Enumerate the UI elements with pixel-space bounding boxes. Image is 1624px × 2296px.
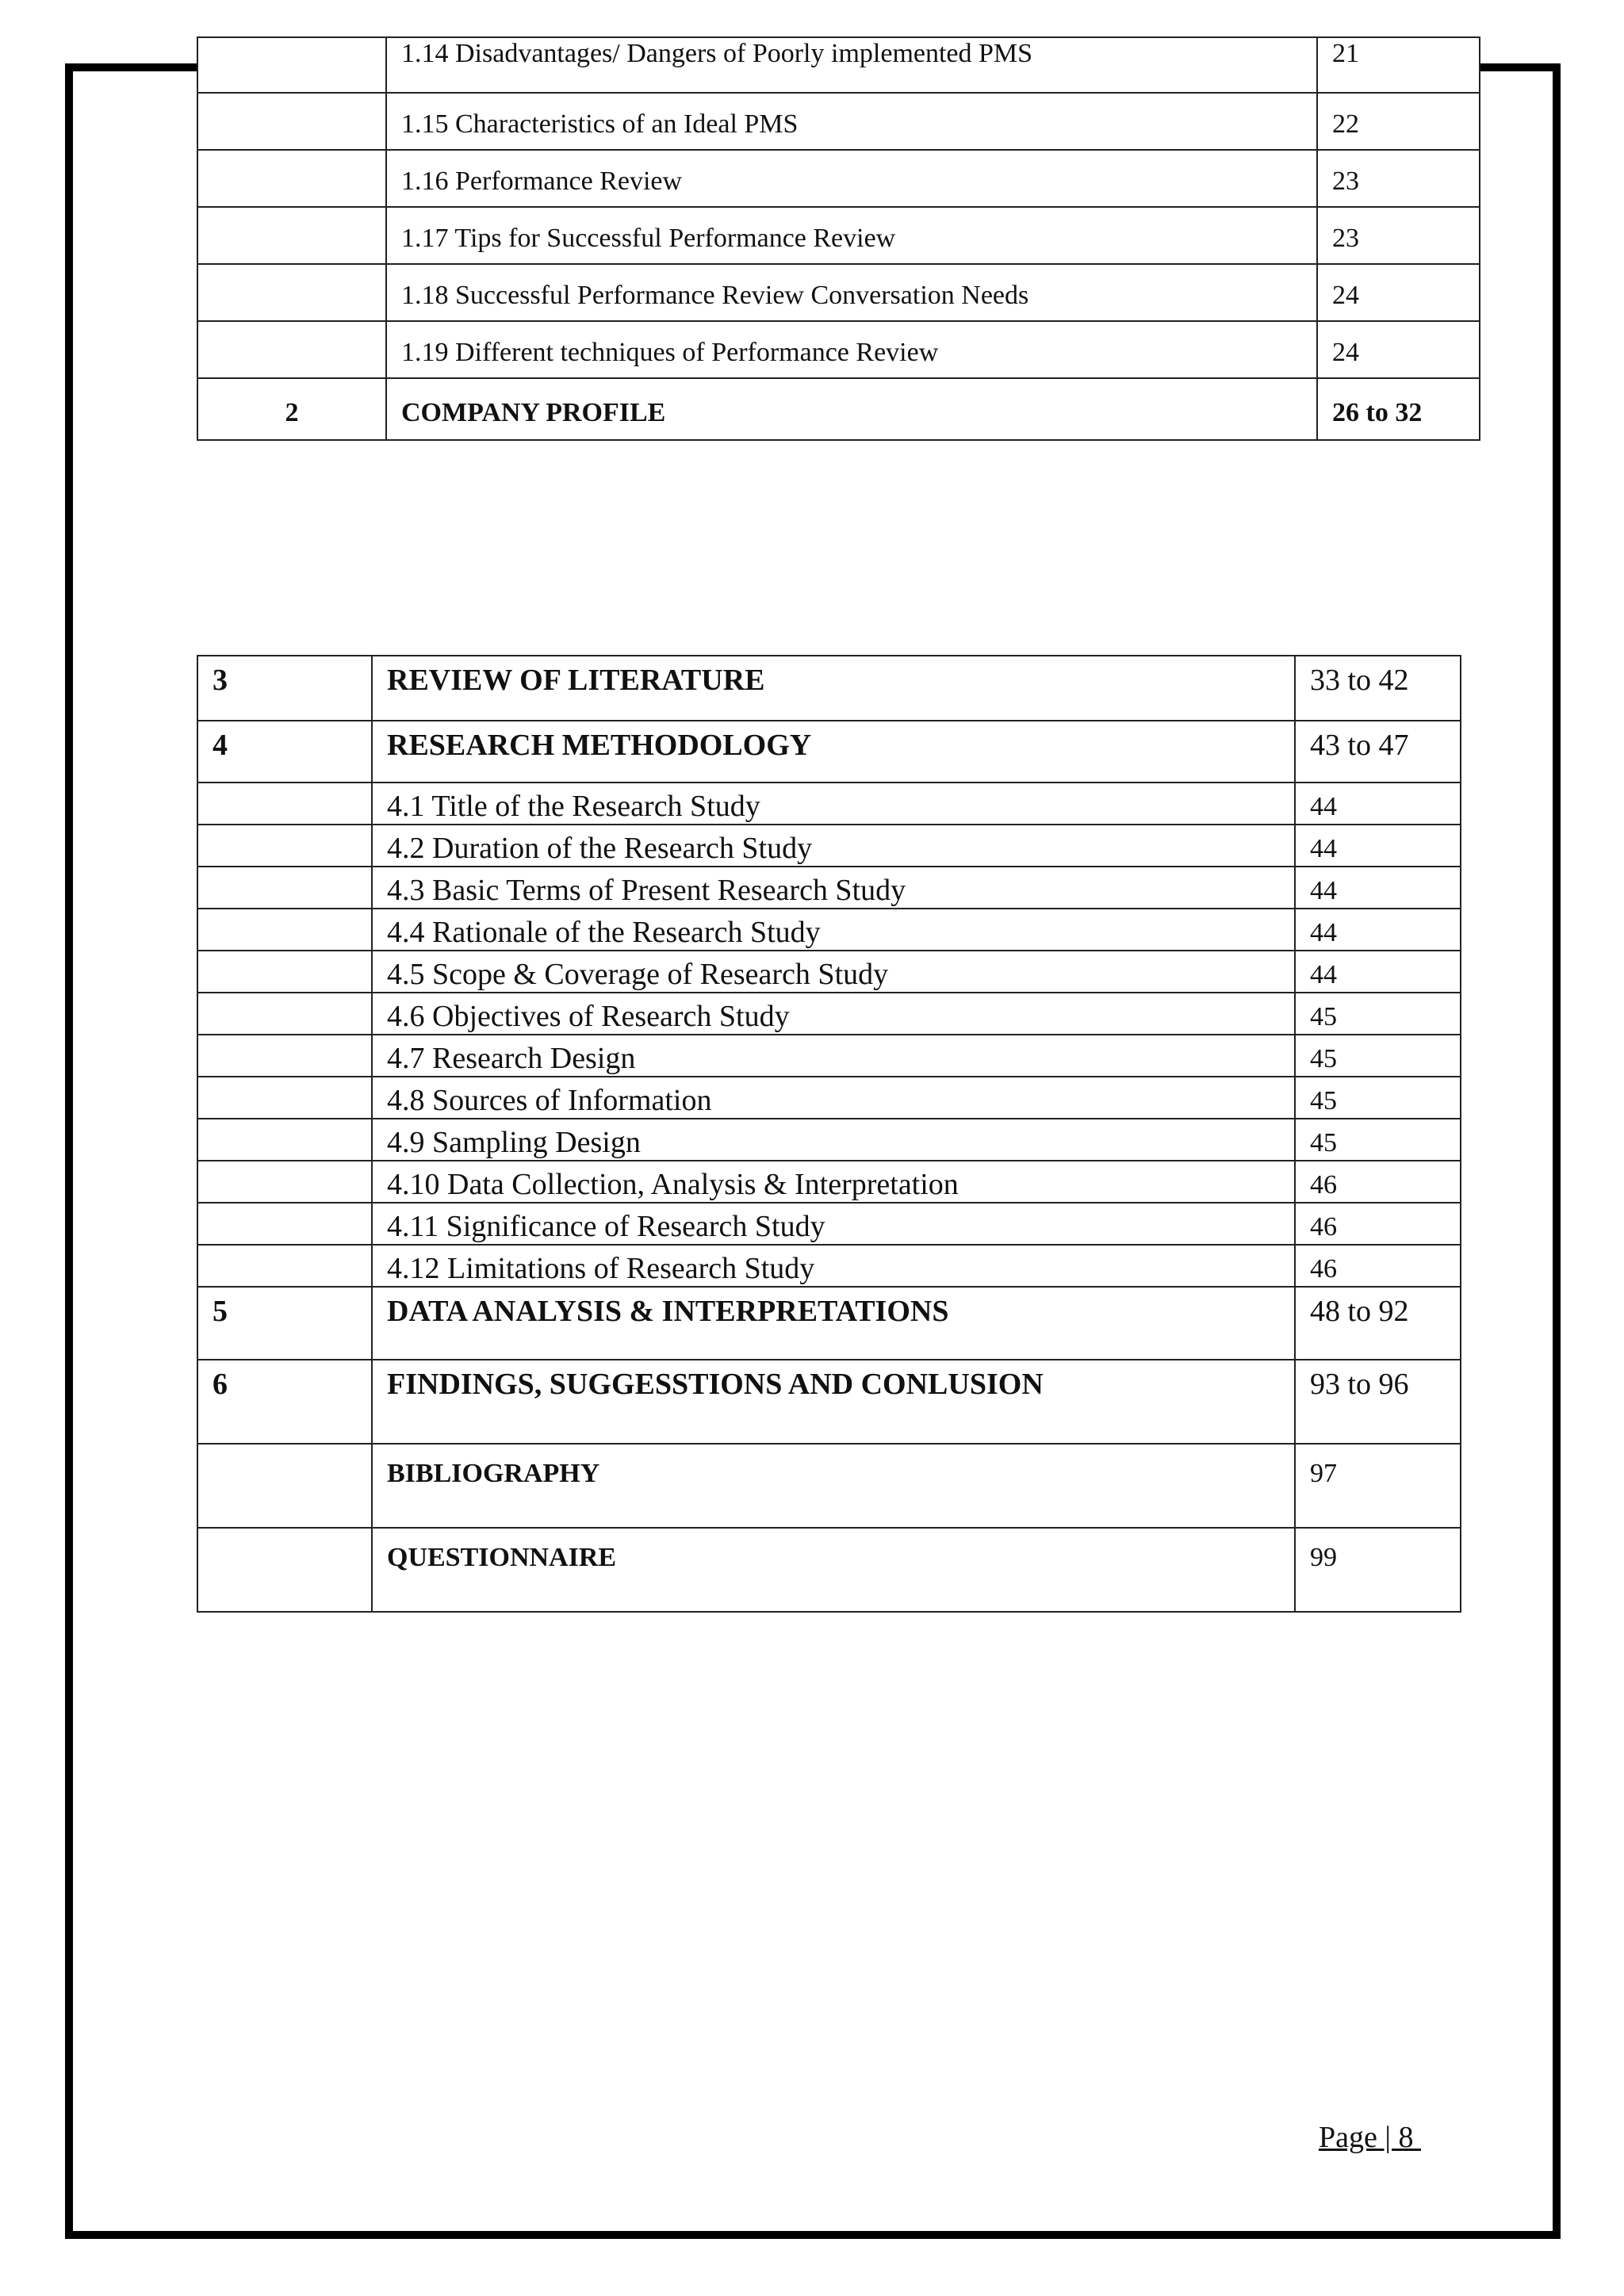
toc-chapter-number-cell [197, 93, 386, 150]
toc-page-number: 26 to 32 [1332, 398, 1423, 427]
toc-entry-title: 4.6 Objectives of Research Study [387, 1000, 790, 1033]
toc-chapter-number-cell [197, 321, 386, 378]
toc-chapter-number-cell [197, 1444, 372, 1528]
toc-chapter-row [197, 721, 1461, 783]
toc-chapter-number-cell [197, 378, 386, 440]
toc-page-number-cell [1295, 1077, 1461, 1119]
toc-entry-row [197, 1119, 1461, 1161]
toc-chapter-number: 6 [213, 1368, 228, 1401]
toc-entry-title: 1.16 Performance Review [401, 166, 683, 196]
toc-entry-title: REVIEW OF LITERATURE [387, 664, 765, 697]
toc-chapter-number-cell [197, 1161, 372, 1203]
toc-page-number-cell [1295, 1528, 1461, 1612]
toc-page-number: 97 [1310, 1459, 1337, 1488]
toc-chapter-number-cell [197, 37, 386, 93]
toc-page-number-cell [1295, 993, 1461, 1035]
toc-entry-title: BIBLIOGRAPHY [387, 1459, 600, 1488]
toc-chapter-number-cell [197, 951, 372, 993]
toc-page-number: 44 [1310, 834, 1337, 863]
toc-entry-title-cell [372, 1444, 1295, 1528]
page-number-footer: Page | 8 [1319, 2121, 1421, 2154]
toc-table-part2 [197, 655, 1461, 1613]
toc-page-number-cell [1295, 1287, 1461, 1360]
toc-page-number-cell [1295, 909, 1461, 951]
toc-page-number: 44 [1310, 918, 1337, 947]
toc-entry-row [197, 150, 1480, 207]
toc-page-number: 93 to 96 [1310, 1368, 1409, 1401]
toc-entry-title: FINDINGS, SUGGESSTIONS AND CONLUSION [387, 1368, 1044, 1401]
toc-entry-row [197, 993, 1461, 1035]
toc-entry-title-cell [386, 150, 1317, 207]
toc-entry-title-cell [386, 378, 1317, 440]
toc-chapter-number-cell [197, 825, 372, 867]
toc-page-number: 45 [1310, 1002, 1337, 1031]
toc-entry-title: 4.10 Data Collection, Analysis & Interpretation [387, 1168, 959, 1201]
toc-entry-row [197, 93, 1480, 150]
toc-entry-row [197, 951, 1461, 993]
toc-page-number: 46 [1310, 1170, 1337, 1200]
toc-entry-title: 1.18 Successful Performance Review Conversation Needs [401, 281, 1029, 310]
toc-entry-row [197, 1245, 1461, 1287]
toc-page-number-cell [1295, 951, 1461, 993]
toc-page-number: 43 to 47 [1310, 729, 1409, 762]
toc-entry-row [197, 909, 1461, 951]
toc-chapter-number-cell [197, 1077, 372, 1119]
toc-page-number-cell [1295, 1245, 1461, 1287]
toc-chapter-number-cell [197, 721, 372, 783]
toc-chapter-row [197, 1360, 1461, 1444]
toc-chapter-number [213, 1529, 371, 1543]
toc-entry-title-cell [372, 783, 1295, 825]
toc-chapter-number-cell [197, 1528, 372, 1612]
toc-chapter-number-cell [197, 150, 386, 207]
toc-chapter-number [198, 151, 385, 166]
toc-entry-title: 4.11 Significance of Research Study [387, 1210, 825, 1243]
toc-chapter-number-cell [197, 1203, 372, 1245]
toc-entry-title-cell [372, 1161, 1295, 1203]
toc-entry-title-cell [372, 1203, 1295, 1245]
toc-entry-title: 4.2 Duration of the Research Study [387, 832, 813, 865]
toc-entry-title-cell [372, 867, 1295, 909]
toc-entry-title: RESEARCH METHODOLOGY [387, 729, 812, 762]
toc-page-number-cell [1317, 321, 1480, 378]
toc-page-number: 44 [1310, 876, 1337, 905]
toc-entry-title: 4.12 Limitations of Research Study [387, 1252, 815, 1285]
toc-entry-title-cell [372, 909, 1295, 951]
toc-page-number-cell [1317, 37, 1480, 93]
toc-entry-row [197, 207, 1480, 264]
toc-page-number: 23 [1332, 224, 1359, 253]
toc-page-number: 46 [1310, 1212, 1337, 1242]
toc-page-number: 46 [1310, 1254, 1337, 1284]
toc-entry-title: 1.17 Tips for Successful Performance Review [401, 224, 896, 253]
toc-entry-title-cell [372, 1528, 1295, 1612]
toc-entry-row [197, 1035, 1461, 1077]
toc-entry-row [197, 264, 1480, 321]
toc-entry-title-cell [386, 37, 1317, 93]
toc-page-number: 45 [1310, 1044, 1337, 1073]
toc-page-number: 44 [1310, 792, 1337, 821]
toc-chapter-row [197, 656, 1461, 721]
toc-entry-row [197, 1161, 1461, 1203]
toc-chapter-number-cell [197, 1119, 372, 1161]
toc-chapter-number-cell [197, 1287, 372, 1360]
toc-page-number: 48 to 92 [1310, 1295, 1409, 1328]
toc-chapter-number-cell [197, 909, 372, 951]
toc-page-number-cell [1295, 1360, 1461, 1444]
toc-entry-title: 4.9 Sampling Design [387, 1126, 641, 1159]
toc-chapter-number-cell [197, 1245, 372, 1287]
toc-page-number: 99 [1310, 1543, 1337, 1572]
toc-page-number: 45 [1310, 1086, 1337, 1115]
toc-table-part1 [197, 36, 1480, 441]
toc-entry-title: QUESTIONNAIRE [387, 1543, 617, 1572]
toc-page-number: 24 [1332, 338, 1359, 367]
toc-page-number-cell [1295, 1161, 1461, 1203]
toc-page-number: 24 [1332, 281, 1359, 310]
toc-page-number: 22 [1332, 109, 1359, 139]
toc-entry-title-cell [372, 825, 1295, 867]
toc-entry-row [197, 783, 1461, 825]
toc-entry-title: 4.4 Rationale of the Research Study [387, 916, 821, 949]
toc-entry-title-cell [372, 951, 1295, 993]
toc-page-number-cell [1295, 656, 1461, 721]
toc-chapter-row [197, 378, 1480, 440]
toc-chapter-number-cell [197, 264, 386, 321]
toc-chapter-number: 3 [213, 664, 228, 697]
toc-entry-title-cell [386, 264, 1317, 321]
toc-entry-row [197, 825, 1461, 867]
toc-table-part1-body [197, 37, 1480, 440]
toc-entry-title-cell [372, 1035, 1295, 1077]
toc-chapter-number: 5 [213, 1295, 228, 1328]
toc-page-number-cell [1317, 150, 1480, 207]
toc-entry-title-cell [386, 93, 1317, 150]
toc-entry-row [197, 321, 1480, 378]
toc-page-number-cell [1317, 93, 1480, 150]
toc-page-number-cell [1295, 825, 1461, 867]
toc-page-number-cell [1317, 378, 1480, 440]
toc-table-part2-body [197, 656, 1461, 1612]
toc-entry-title-cell [372, 656, 1295, 721]
toc-chapter-number: 2 [285, 398, 299, 427]
toc-chapter-number-cell [197, 867, 372, 909]
toc-chapter-number [198, 208, 385, 224]
toc-entry-title: DATA ANALYSIS & INTERPRETATIONS [387, 1295, 949, 1328]
toc-chapter-number [198, 38, 385, 40]
toc-page-number-cell [1295, 867, 1461, 909]
toc-entry-row [197, 37, 1480, 93]
toc-entry-title: 1.15 Characteristics of an Ideal PMS [401, 109, 799, 139]
toc-chapter-row [197, 1287, 1461, 1360]
toc-entry-title: 4.8 Sources of Information [387, 1084, 712, 1117]
toc-chapter-number [198, 322, 385, 338]
toc-page-number: 45 [1310, 1128, 1337, 1158]
toc-chapter-number-cell [197, 1035, 372, 1077]
toc-entry-row [197, 1077, 1461, 1119]
toc-page-number-cell [1295, 1203, 1461, 1245]
toc-page-number: 21 [1332, 39, 1359, 68]
toc-chapter-number-cell [197, 1360, 372, 1444]
toc-entry-title: 4.3 Basic Terms of Present Research Study [387, 874, 906, 907]
toc-entry-title-cell [372, 1245, 1295, 1287]
toc-page-number-cell [1295, 783, 1461, 825]
toc-entry-title: 1.14 Disadvantages/ Dangers of Poorly implemented PMS [401, 39, 1033, 68]
toc-entry-row [197, 1444, 1461, 1528]
toc-entry-title-cell [372, 1360, 1295, 1444]
toc-page-number-cell [1295, 721, 1461, 783]
toc-entry-title-cell [372, 1119, 1295, 1161]
toc-chapter-number-cell [197, 783, 372, 825]
toc-entry-title: 4.1 Title of the Research Study [387, 790, 760, 823]
toc-chapter-number-cell [197, 993, 372, 1035]
toc-chapter-number-cell [197, 207, 386, 264]
toc-chapter-number-cell [197, 656, 372, 721]
toc-entry-title: 4.7 Research Design [387, 1042, 636, 1075]
toc-entry-title-cell [386, 207, 1317, 264]
toc-page-number: 23 [1332, 166, 1359, 196]
toc-entry-title-cell [386, 321, 1317, 378]
toc-entry-row [197, 1203, 1461, 1245]
toc-page-number-cell [1295, 1119, 1461, 1161]
toc-entry-title-cell [372, 721, 1295, 783]
toc-entry-title-cell [372, 993, 1295, 1035]
toc-entry-title-cell [372, 1077, 1295, 1119]
toc-entry-row [197, 867, 1461, 909]
toc-chapter-number: 4 [213, 729, 228, 762]
toc-page-number: 33 to 42 [1310, 664, 1409, 697]
toc-page-number-cell [1295, 1444, 1461, 1528]
toc-entry-title: 1.19 Different techniques of Performance Review [401, 338, 939, 367]
toc-entry-row [197, 1528, 1461, 1612]
toc-page-number-cell [1317, 207, 1480, 264]
toc-entry-title-cell [372, 1287, 1295, 1360]
toc-entry-title: COMPANY PROFILE [401, 398, 666, 427]
toc-chapter-number [213, 1445, 371, 1459]
toc-page-number-cell [1295, 1035, 1461, 1077]
toc-chapter-number [198, 94, 385, 109]
toc-chapter-number [198, 265, 385, 281]
toc-page-number-cell [1317, 264, 1480, 321]
toc-page-number: 44 [1310, 960, 1337, 989]
toc-entry-title: 4.5 Scope & Coverage of Research Study [387, 958, 889, 991]
